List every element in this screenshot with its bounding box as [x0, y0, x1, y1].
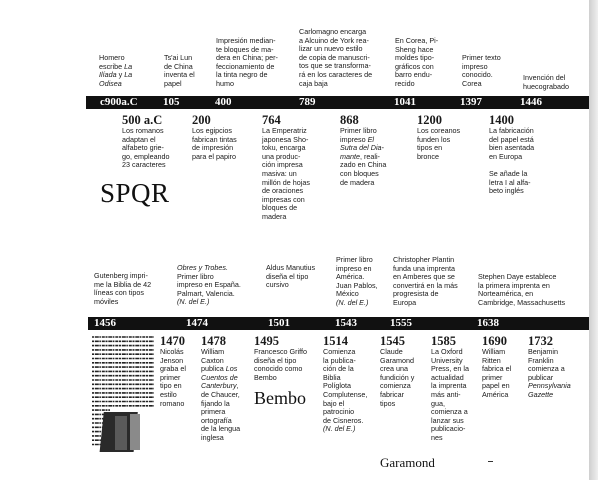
entry-1585: La Oxford University Press, en la actualidad la imprenta más anti- gua, comienza a lanzar sus publicacio- nes — [431, 347, 469, 442]
year-1200: 1200 — [417, 113, 442, 127]
note-homero: Homero escribe La Ilíada y La Odisea — [99, 53, 133, 88]
note-huecograbado: Invención del huecograbado — [523, 73, 569, 91]
entry-1470: Nicolás Jenson graba el primer tipo en estilo romano — [160, 347, 186, 408]
bar-year-105: 105 — [163, 96, 180, 108]
bar-year-1555: 1555 — [390, 317, 412, 329]
year-1470: 1470 — [160, 334, 185, 348]
note-stephen-daye: Stephen Daye establece la primera imprenta en Norteamérica, en Cambridge, Massachusetts — [478, 272, 566, 307]
bar-year-1456: 1456 — [94, 317, 116, 329]
bar-year-1397: 1397 — [460, 96, 482, 108]
bar-year-1041: 1041 — [394, 96, 416, 108]
year-500ac: 500 a.C — [122, 113, 163, 127]
bar-year-1543: 1543 — [335, 317, 357, 329]
year-1514: 1514 — [323, 334, 348, 348]
printed-page-icon — [90, 334, 156, 452]
note-gutenberg: Gutenberg impri- me la Biblia de 42 líneas con tipos móviles — [94, 271, 152, 306]
note-tsai-lun: Ts'ai Lun de China inventa el papel — [164, 53, 195, 88]
entry-500ac: Los romanos adaptan el alfabeto grie- go, empleando 23 caracteres — [122, 126, 170, 170]
year-1732: 1732 — [528, 334, 553, 348]
year-1585: 1585 — [431, 334, 456, 348]
year-1545: 1545 — [380, 334, 405, 348]
note-christopher-plantin: Christopher Plantin funda una imprenta en Amberes que se convertirá en la más progresista de Europa — [393, 255, 458, 307]
year-1690: 1690 — [482, 334, 507, 348]
dash-mark — [488, 461, 493, 462]
note-primer-texto: Primer texto impreso conocido. Corea — [462, 53, 501, 88]
entry-1732: Benjamin Franklin comienza a publicar Pennsylvania Gazette — [528, 347, 571, 399]
bar-year-1446: 1446 — [520, 96, 542, 108]
printed-page-illustration — [90, 334, 156, 452]
entry-1545: Claude Garamond crea una fundición y comienza fabricar tipos — [380, 347, 415, 408]
bar-year-1474: 1474 — [186, 317, 208, 329]
year-1495: 1495 — [254, 334, 279, 348]
year-764: 764 — [262, 113, 281, 127]
note-primer-libro-america: Primer libro impreso en América. Juan Pablos, México (N. del E.) — [336, 255, 378, 307]
entry-200: Los egipcios fabrican tintas de impresión para el papiro — [192, 126, 237, 161]
entry-764: La Emperatriz japonesa Sho- toku, encarga una produc- ción impresa masiva: un millón de hojas de oraciones impresas con bloques de madera — [262, 126, 310, 221]
entry-1478: William Caxton publica Los Cuentos de Canterbury, de Chaucer, fijando la primera ortografía de la lengua inglesa — [201, 347, 241, 442]
note-obres-y-trobes: Obres y Trobes. Primer libro impreso en España. Palmart, Valencia. (N. del E.) — [177, 263, 241, 307]
note-carlomagno: Carlomagno encarga a Alcuino de York rea- lizar un nuevo estilo de copia de manuscri- tos que se transforma- rá en los caracteres de caja baja — [299, 27, 373, 88]
timeline-bar-2 — [88, 317, 598, 330]
bar-year-400: 400 — [215, 96, 232, 108]
entry-868: Primer libro impreso El Sutra del Dia- mante, reali- zado en China con bloques de madera — [340, 126, 387, 187]
page-edge-shadow — [589, 0, 598, 480]
bar-year-1638: 1638 — [477, 317, 499, 329]
entry-1400: La fabricación del papel está bien asentada en Europa Se añade la letra I al alfa- beto inglés — [489, 126, 535, 196]
note-impresion-madera: Impresión median- te bloques de ma- dera en China; per- feccionamiento de la tinta negro de humo — [216, 36, 278, 88]
bembo-logo: Bembo — [254, 388, 306, 408]
entry-1495: Francesco Griffo diseña el tipo conocido como Bembo — [254, 347, 307, 382]
note-corea-pi-sheng: En Corea, Pi- Sheng hace moldes tipo- gráficos con barro endu- recido — [395, 36, 439, 88]
entry-1514: Comienza la publica- ción de la Biblia Políglota Complutense, bajo el patrocinio de Cisneros. (N. del E.) — [323, 347, 368, 434]
timeline-bar-1 — [86, 96, 598, 109]
year-1400: 1400 — [489, 113, 514, 127]
year-868: 868 — [340, 113, 359, 127]
year-200: 200 — [192, 113, 211, 127]
year-1478: 1478 — [201, 334, 226, 348]
bar-year-1501: 1501 — [268, 317, 290, 329]
garamond-logo: Garamond — [380, 455, 435, 470]
spqr-logo: SPQR — [100, 178, 170, 208]
entry-1690: William Ritten fabrica el primer papel en América — [482, 347, 512, 399]
bar-year-789: 789 — [299, 96, 316, 108]
bar-year-c900ac: c900a.C — [100, 96, 138, 108]
entry-1200: Los coreanos funden los tipos en bronce — [417, 126, 461, 161]
note-aldus-manutius: Aldus Manutius diseña el tipo cursivo — [266, 263, 316, 290]
